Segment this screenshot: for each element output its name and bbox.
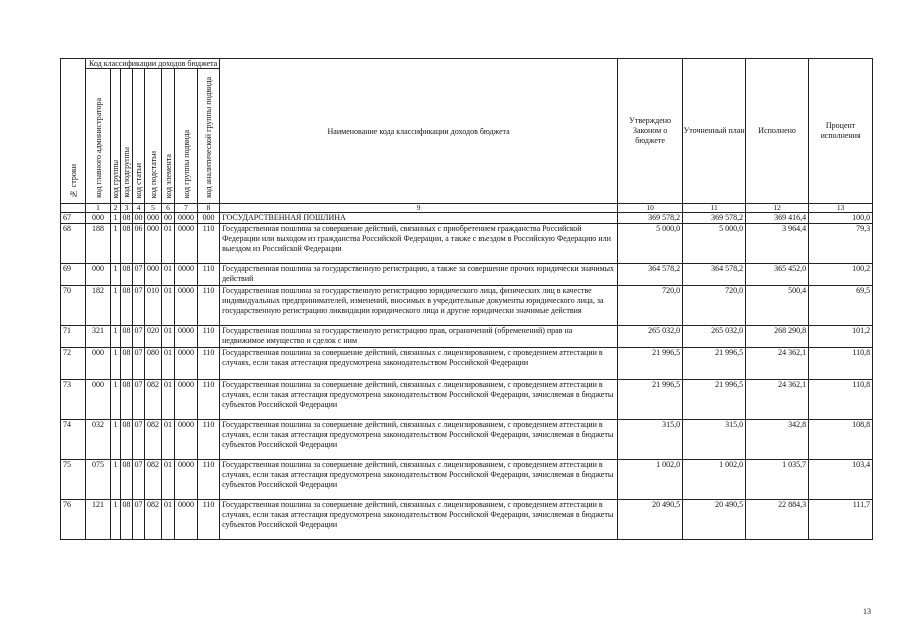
subarticle-code: 082	[145, 500, 162, 540]
approved-value: 21 996,5	[618, 380, 683, 420]
admin-code: 000	[86, 264, 111, 286]
article-code: 07	[133, 348, 145, 380]
percent-value: 103,4	[809, 460, 873, 500]
element-code: 01	[162, 348, 175, 380]
column-number: 6	[162, 204, 175, 213]
analytic-group-code: 110	[198, 264, 220, 286]
group-code: 1	[111, 420, 121, 460]
admin-code-header: код главного администратора	[86, 69, 111, 204]
percent-value: 101,2	[809, 326, 873, 348]
article-code: 07	[133, 460, 145, 500]
subarticle-code: 082	[145, 460, 162, 500]
admin-code: 188	[86, 224, 111, 264]
article-code: 07	[133, 326, 145, 348]
subtype-group-code: 0000	[175, 460, 198, 500]
table-row	[61, 286, 873, 326]
subgroup-code-header: код подгруппы	[121, 69, 133, 204]
admin-code: 075	[86, 460, 111, 500]
admin-code: 000	[86, 380, 111, 420]
column-number: 7	[175, 204, 198, 213]
row-number: 71	[61, 326, 86, 348]
subarticle-code-header: код подстатьи	[145, 69, 162, 204]
column-numbers-row	[61, 204, 873, 213]
percent-header: Процент исполнения	[809, 59, 873, 204]
element-code: 01	[162, 500, 175, 540]
column-number: 5	[145, 204, 162, 213]
analytic-group-code: 110	[198, 224, 220, 264]
subtype-group-code: 0000	[175, 348, 198, 380]
analytic-group-code-header: код аналитической группы подвида	[198, 69, 220, 204]
percent-value: 110,8	[809, 380, 873, 420]
article-code: 07	[133, 420, 145, 460]
code-group-header: Код классификации доходов бюджета	[86, 59, 220, 69]
article-code: 06	[133, 224, 145, 264]
admin-code: 182	[86, 286, 111, 326]
row-number: 72	[61, 348, 86, 380]
element-code: 01	[162, 420, 175, 460]
article-code: 07	[133, 286, 145, 326]
row-number: 67	[61, 213, 86, 224]
percent-value: 79,3	[809, 224, 873, 264]
element-code: 01	[162, 380, 175, 420]
row-name: Государственная пошлина за совершение действий, связанных с лицензированием, с проведением аттестации в случаях, если такая аттестация предусмотрена законодательством Российской Федерации, зачисляемая в бюджеты субъектов Российской Федерации	[220, 420, 618, 460]
row-number: 73	[61, 380, 86, 420]
analytic-group-code: 110	[198, 500, 220, 540]
executed-value: 500,4	[746, 286, 809, 326]
refined-plan-header: Уточненный план	[683, 59, 746, 204]
table-row	[61, 224, 873, 264]
column-number: 4	[133, 204, 145, 213]
approved-value: 369 578,2	[618, 213, 683, 224]
approved-value: 20 490,5	[618, 500, 683, 540]
approved-value: 5 000,0	[618, 224, 683, 264]
element-code-header: код элемента	[162, 69, 175, 204]
row-name: Государственная пошлина за совершение действий, связанных с лицензированием, с проведением аттестации в случаях, если такая аттестация предусмотрена законодательством Российской Федерации, зачисляемая в бюджеты субъектов Российской Федерации	[220, 500, 618, 540]
group-code: 1	[111, 264, 121, 286]
group-code: 1	[111, 224, 121, 264]
percent-value: 100,2	[809, 264, 873, 286]
column-number: 10	[618, 204, 683, 213]
approved-value: 21 996,5	[618, 348, 683, 380]
element-code: 01	[162, 326, 175, 348]
subtype-group-code-header: код группы подвида	[175, 69, 198, 204]
group-code: 1	[111, 380, 121, 420]
subtype-group-code: 0000	[175, 380, 198, 420]
refined-plan-value: 265 032,0	[683, 326, 746, 348]
analytic-group-code: 110	[198, 348, 220, 380]
refined-plan-value: 5 000,0	[683, 224, 746, 264]
subarticle-code: 082	[145, 380, 162, 420]
table-row	[61, 326, 873, 348]
subtype-group-code: 0000	[175, 500, 198, 540]
table-row	[61, 264, 873, 286]
article-code-header: код статьи	[133, 69, 145, 204]
row-name: Государственная пошлина за совершение действий, связанных с лицензированием, с проведением аттестации в случаях, если такая аттестация предусмотрена законодательством Российской Федерации, зачисляемая в бюджеты субъектов Российской Федерации	[220, 380, 618, 420]
subtype-group-code: 0000	[175, 213, 198, 224]
element-code: 01	[162, 460, 175, 500]
percent-value: 110,8	[809, 348, 873, 380]
analytic-group-code: 110	[198, 380, 220, 420]
subgroup-code: 08	[121, 264, 133, 286]
subgroup-code: 08	[121, 286, 133, 326]
column-number-blank	[61, 204, 86, 213]
table-row	[61, 348, 873, 380]
row-name: Государственная пошлина за совершение действий, связанных с приобретением гражданства Российской Федерации или выходом из гражданства Российской Федерации, а также с въездом в Российскую Федерацию или выездом из Российской Федерации	[220, 224, 618, 264]
refined-plan-value: 21 996,5	[683, 348, 746, 380]
row-number: 70	[61, 286, 86, 326]
group-code: 1	[111, 286, 121, 326]
subgroup-code: 08	[121, 380, 133, 420]
executed-value: 22 884,3	[746, 500, 809, 540]
page-number: 13	[863, 607, 871, 616]
column-number: 12	[746, 204, 809, 213]
analytic-group-code: 110	[198, 326, 220, 348]
subarticle-code: 000	[145, 213, 162, 224]
executed-value: 369 416,4	[746, 213, 809, 224]
subarticle-code: 000	[145, 224, 162, 264]
refined-plan-value: 1 002,0	[683, 460, 746, 500]
executed-header: Исполнено	[746, 59, 809, 204]
executed-value: 342,8	[746, 420, 809, 460]
table-row	[61, 460, 873, 500]
refined-plan-value: 364 578,2	[683, 264, 746, 286]
article-code: 07	[133, 500, 145, 540]
percent-value: 108,8	[809, 420, 873, 460]
subtype-group-code: 0000	[175, 224, 198, 264]
column-number: 11	[683, 204, 746, 213]
column-number: 9	[220, 204, 618, 213]
executed-value: 24 362,1	[746, 348, 809, 380]
element-code: 00	[162, 213, 175, 224]
group-code: 1	[111, 460, 121, 500]
group-code: 1	[111, 348, 121, 380]
approved-value: 364 578,2	[618, 264, 683, 286]
refined-plan-value: 21 996,5	[683, 380, 746, 420]
approved-value: 265 032,0	[618, 326, 683, 348]
subtype-group-code: 0000	[175, 420, 198, 460]
row-name: Государственная пошлина за совершение действий, связанных с лицензированием, с проведением аттестации в случаях, если такая аттестация предусмотрена законодательством Российской Федерации	[220, 348, 618, 380]
analytic-group-code: 110	[198, 460, 220, 500]
row-name: ГОСУДАРСТВЕННАЯ ПОШЛИНА	[220, 213, 618, 224]
executed-value: 24 362,1	[746, 380, 809, 420]
subgroup-code: 08	[121, 420, 133, 460]
column-number: 1	[86, 204, 111, 213]
row-number: 69	[61, 264, 86, 286]
subgroup-code: 08	[121, 326, 133, 348]
approved-value: 1 002,0	[618, 460, 683, 500]
executed-value: 3 964,4	[746, 224, 809, 264]
admin-code: 000	[86, 213, 111, 224]
subarticle-code: 010	[145, 286, 162, 326]
row-number: 68	[61, 224, 86, 264]
approved-value: 315,0	[618, 420, 683, 460]
refined-plan-value: 369 578,2	[683, 213, 746, 224]
subtype-group-code: 0000	[175, 286, 198, 326]
executed-value: 365 452,0	[746, 264, 809, 286]
admin-code: 000	[86, 348, 111, 380]
subgroup-code: 08	[121, 500, 133, 540]
name-header: Наименование кода классификации доходов бюджета	[220, 59, 618, 204]
row-number: 76	[61, 500, 86, 540]
approved-header: Утверждено Законом о бюджете	[618, 59, 683, 204]
analytic-group-code: 110	[198, 286, 220, 326]
row-number: 75	[61, 460, 86, 500]
group-code: 1	[111, 213, 121, 224]
row-number-header: № строки	[61, 59, 86, 204]
column-number: 8	[198, 204, 220, 213]
revenue-table	[60, 58, 873, 540]
subgroup-code: 08	[122, 213, 131, 222]
row-name: Государственная пошлина за государственную регистрацию юридического лица, физических лиц в качестве индивидуальных предпринимателей, изменений, вносимых в учредительные документы юридического лица, за государственную регистрацию ликвидации юридического лица и другие юридически значимые действия	[220, 286, 618, 326]
element-code: 01	[162, 224, 175, 264]
group-code-header: код группы	[111, 69, 121, 204]
subarticle-code: 082	[145, 420, 162, 460]
group-code: 1	[111, 326, 121, 348]
row-name: Государственная пошлина за совершение действий, связанных с лицензированием, с проведением аттестации в случаях, если такая аттестация предусмотрена законодательством Российской Федерации, зачисляемая в бюджеты субъектов Российской Федерации	[220, 460, 618, 500]
percent-value: 111,7	[809, 500, 873, 540]
subtype-group-code: 0000	[175, 326, 198, 348]
refined-plan-value: 720,0	[683, 286, 746, 326]
analytic-group-code: 000	[198, 213, 220, 224]
percent-value: 69,5	[809, 286, 873, 326]
refined-plan-value: 20 490,5	[683, 500, 746, 540]
column-number: 3	[121, 204, 133, 213]
article-code: 07	[133, 264, 145, 286]
row-name: Государственная пошлина за государственную регистрацию прав, ограничений (обременений) прав на недвижимое имущество и сделок с ним	[220, 326, 618, 348]
analytic-group-code: 110	[198, 420, 220, 460]
admin-code: 121	[86, 500, 111, 540]
executed-value: 1 035,7	[746, 460, 809, 500]
row-number: 74	[61, 420, 86, 460]
subtype-group-code: 0000	[175, 264, 198, 286]
column-number: 13	[809, 204, 873, 213]
subarticle-code: 020	[145, 326, 162, 348]
refined-plan-value: 315,0	[683, 420, 746, 460]
subgroup-code: 08	[121, 224, 133, 264]
admin-code: 032	[86, 420, 111, 460]
table-row	[61, 213, 873, 224]
subarticle-code: 080	[145, 348, 162, 380]
article-code: 00	[134, 213, 143, 222]
table-row	[61, 500, 873, 540]
group-code: 1	[111, 500, 121, 540]
executed-value: 268 290,8	[746, 326, 809, 348]
row-name: Государственная пошлина за государственную регистрацию, а также за совершение прочих юридически значимых действий	[220, 264, 618, 286]
table-row	[61, 420, 873, 460]
column-number: 2	[111, 204, 121, 213]
percent-value: 100,0	[809, 213, 873, 224]
subgroup-code: 08	[121, 348, 133, 380]
element-code: 01	[162, 286, 175, 326]
admin-code: 321	[86, 326, 111, 348]
table-row	[61, 380, 873, 420]
element-code: 01	[162, 264, 175, 286]
subgroup-code: 08	[121, 460, 133, 500]
approved-value: 720,0	[618, 286, 683, 326]
subarticle-code: 000	[145, 264, 162, 286]
article-code: 07	[133, 380, 145, 420]
